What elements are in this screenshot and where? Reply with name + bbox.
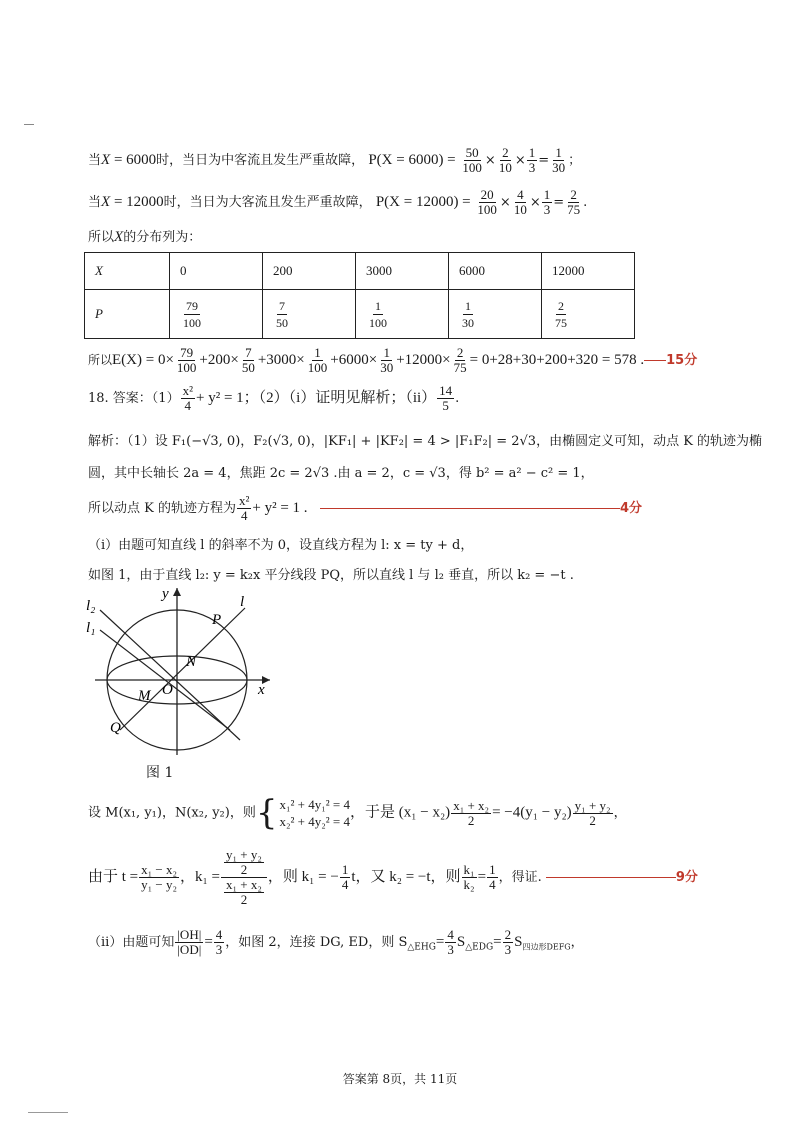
fraction: $\frac{20}{100}$ — [477, 187, 497, 217]
label-o: O — [162, 682, 173, 698]
math: ，于是 (x₁ − x₂) — [350, 804, 451, 821]
text: ，得证. — [498, 870, 542, 885]
fraction: $\frac{1}{100}$ — [307, 345, 328, 375]
text: 所以 — [88, 230, 115, 245]
label-m: M — [138, 688, 151, 704]
math: + y² = 1；（2）（i）证明见解析；（ii） — [195, 390, 437, 406]
line-l — [120, 608, 245, 730]
page-footer: 答案第 8页，共 11页 — [342, 1072, 458, 1086]
fraction: $\frac{1}{4}$ — [341, 862, 349, 892]
fraction: $\frac{2}{10}$ — [498, 145, 512, 175]
subscript: △EHG — [407, 942, 436, 953]
math: = 6000 — [110, 152, 157, 168]
table-cell: $\frac{2}{75}$ — [542, 290, 635, 339]
label-l2: l₂ — [86, 598, 96, 614]
text: 如图 1，由于直线 l₂: y = k₂x 平分线段 PQ，所以直线 l 与 l₂ 垂直，所以 k₂ = −t . — [88, 568, 574, 583]
var-x: X — [101, 152, 111, 168]
table-cell: $\frac{1}{30}$ — [449, 290, 542, 339]
line-dist-intro — [88, 226, 201, 246]
line-x12000: 当X = 12000时，当日为大客流且发生严重故障， P(X = 12000) = $\frac{20}{100}$ × $\frac{4}{10}$ × $\frac{1}{3}$ = $\frac{2}{75}$ . — [88, 187, 588, 217]
table-cell: P — [85, 290, 170, 339]
text: 当 — [88, 153, 102, 168]
score-line — [546, 877, 676, 878]
fraction: $\frac{1}{3}$ — [528, 145, 536, 175]
math: = 0+28+30+200+320 = 578 . — [469, 352, 645, 368]
math: 由于 t = — [88, 869, 139, 885]
label-l1: l₁ — [86, 620, 96, 636]
line-q18-answer — [88, 384, 459, 413]
table-cell: $\frac{7}{50}$ — [263, 290, 356, 339]
score-badge: 9分 — [675, 870, 698, 885]
line-jiexi-3 — [88, 494, 642, 523]
text: ， — [613, 805, 627, 821]
math: = −4(y₁ − y₂) — [492, 804, 572, 821]
label-p: P — [212, 612, 222, 628]
text: . — [583, 195, 588, 210]
math: +3000× — [257, 352, 305, 368]
table-cell: $\frac{79}{100}$ — [170, 290, 263, 339]
table-row — [85, 290, 635, 339]
fraction: $\frac{2}{3}$ — [504, 927, 512, 957]
math: P(X = 6000) = — [368, 152, 460, 168]
text: 圆，其中长轴长 2a = 4，焦距 2c = 2√3 .由 a = 2，c = √3，得 b² = a² − c² = 1， — [88, 466, 594, 481]
math: +12000× — [396, 352, 451, 368]
margin-mark — [28, 1112, 68, 1113]
var-x: X — [101, 194, 111, 210]
fraction: $\frac{\text{y₁ + y₂}}{2}$ — [574, 797, 611, 828]
fraction: $\frac{1}{3}$ — [543, 187, 551, 217]
line-expectation — [88, 346, 697, 375]
table-cell: X — [85, 253, 170, 290]
fraction: $\frac{1}{30}$ — [380, 345, 394, 375]
line-x6000: 当X = 6000时，当日为中客流且发生严重故障， P(X = 6000) = $\frac{50}{100}$ × $\frac{2}{10}$ × $\frac{1}{3}$ = $\frac{1}{30}$ ； — [88, 145, 582, 175]
table-cell: 3000 — [356, 253, 449, 290]
line-jiexi-2 — [88, 462, 594, 481]
fraction: $\frac{|OH|}{|OD|}$ — [177, 927, 202, 957]
y-axis-arrow — [173, 588, 181, 596]
distribution-table — [84, 252, 635, 339]
table-cell: 6000 — [449, 253, 542, 290]
text: （i）由题可知直线 l 的斜率不为 0，设直线方程为 l: x = ty + d， — [88, 538, 474, 553]
text: ， — [570, 935, 584, 950]
text: 当 — [88, 195, 102, 210]
fraction: $\frac{\text{k₁}}{\text{k₂}}$ — [463, 862, 475, 892]
math: + y² = 1 . — [252, 500, 308, 516]
fraction: $\frac{\text{x²}}{4}$ — [238, 493, 250, 523]
math: S — [456, 934, 466, 950]
fraction: $\frac{2}{75}$ — [453, 345, 467, 375]
fraction: $\frac{14}{5}$ — [439, 383, 453, 413]
fraction: $\frac{2}{75}$ — [567, 187, 581, 217]
math: = — [477, 869, 487, 885]
fraction: $\frac{4}{3}$ — [447, 927, 454, 957]
fraction: $\frac{50}{100}$ — [462, 145, 482, 175]
table-cell: $\frac{1}{100}$ — [356, 290, 449, 339]
equation-system: { x₁² + 4y₁² = 4 x₂² + 4y₂² = 4 — [255, 793, 351, 833]
line-jiexi-4 — [88, 534, 473, 553]
line-jiexi-1 — [88, 430, 762, 449]
fraction: $\frac{4}{10}$ — [513, 187, 527, 217]
label-x: x — [258, 682, 265, 698]
table-cell: 12000 — [542, 253, 635, 290]
label-q: Q — [110, 720, 121, 736]
text: 所以动点 K 的轨迹方程为 — [88, 501, 236, 516]
watermark-faint — [690, 34, 740, 44]
subscript: △EDG — [465, 942, 494, 953]
text: . — [455, 391, 460, 406]
fraction: $\frac{7}{50}$ — [241, 345, 255, 375]
math: S — [514, 934, 523, 950]
score-line — [320, 508, 620, 509]
table-cell: 0 — [170, 253, 263, 290]
label-y: y — [162, 586, 169, 602]
math: = — [435, 934, 445, 950]
table-row — [85, 253, 635, 290]
math: P(X = 12000) = — [375, 194, 475, 210]
math: t，又 k₂ = −t，则 — [351, 869, 461, 885]
text: ； — [568, 153, 582, 168]
label-l: l — [240, 594, 245, 610]
math: E(X) = 0× — [112, 352, 174, 368]
fraction: $\frac{1}{4}$ — [489, 862, 496, 892]
fraction: $\frac{4}{3}$ — [215, 927, 223, 957]
label-n: N — [186, 654, 197, 670]
complex-fraction: $\frac{\frac{\text{y₁ + y₂}}{2}}{\frac{\text{x₁ + x₂}}{2}}$ — [221, 848, 267, 907]
fraction: $\frac{\text{x₁ + x₂}}{2}$ — [453, 797, 490, 828]
math: ，则 k₁ = − — [267, 869, 339, 885]
subscript: 四边形DEFG — [522, 942, 571, 952]
math: = 12000 — [110, 194, 164, 210]
table-cell: 200 — [263, 253, 356, 290]
text: 所以 — [88, 353, 113, 367]
score-line — [644, 360, 666, 361]
math: ，k₁ = — [180, 869, 220, 885]
var-x: X — [114, 229, 124, 245]
score-badge: 4分 — [619, 501, 643, 516]
line-part-ii — [88, 928, 584, 957]
math: = — [204, 934, 213, 950]
line-l2 — [100, 610, 240, 740]
score-badge: 15分 — [666, 353, 698, 368]
figure-caption: 图 1 — [146, 765, 174, 781]
text: 18. 答案：（1） — [88, 391, 180, 406]
margin-mark — [24, 124, 34, 125]
text: （ii）由题可知 — [88, 935, 175, 950]
math: +200× — [199, 352, 239, 368]
line-set-mn — [88, 793, 627, 833]
fraction: $\frac{\text{x²}}{4}$ — [182, 383, 193, 413]
text: 设 M(x₁, y₁)，N(x₂, y₂)，则 — [88, 805, 256, 821]
text: 时，当日为大客流且发生严重故障， — [163, 195, 372, 210]
fraction: $\frac{79}{100}$ — [176, 345, 197, 375]
figure-ellipse-diagram — [80, 580, 280, 760]
math: +6000× — [330, 352, 378, 368]
line-slope-proof — [88, 848, 698, 907]
fraction: $\frac{\text{x₁ − x₂}}{\text{y₁ − y₂}}$ — [141, 862, 178, 892]
text: 的分布列为： — [123, 230, 202, 245]
text: 时，当日为中客流且发生严重故障， — [156, 153, 365, 168]
fraction: $\frac{1}{30}$ — [552, 145, 566, 175]
text: ，如图 2，连接 DG, ED，则 S — [225, 935, 408, 950]
text: 解析：（1）设 F₁(−√3, 0)，F₂(√3, 0)，|KF₁| + |KF₂| = 4 > |F₁F₂| = 2√3，由椭圆定义可知，动点 K 的轨迹为椭 — [88, 434, 763, 449]
math: = — [493, 934, 502, 950]
